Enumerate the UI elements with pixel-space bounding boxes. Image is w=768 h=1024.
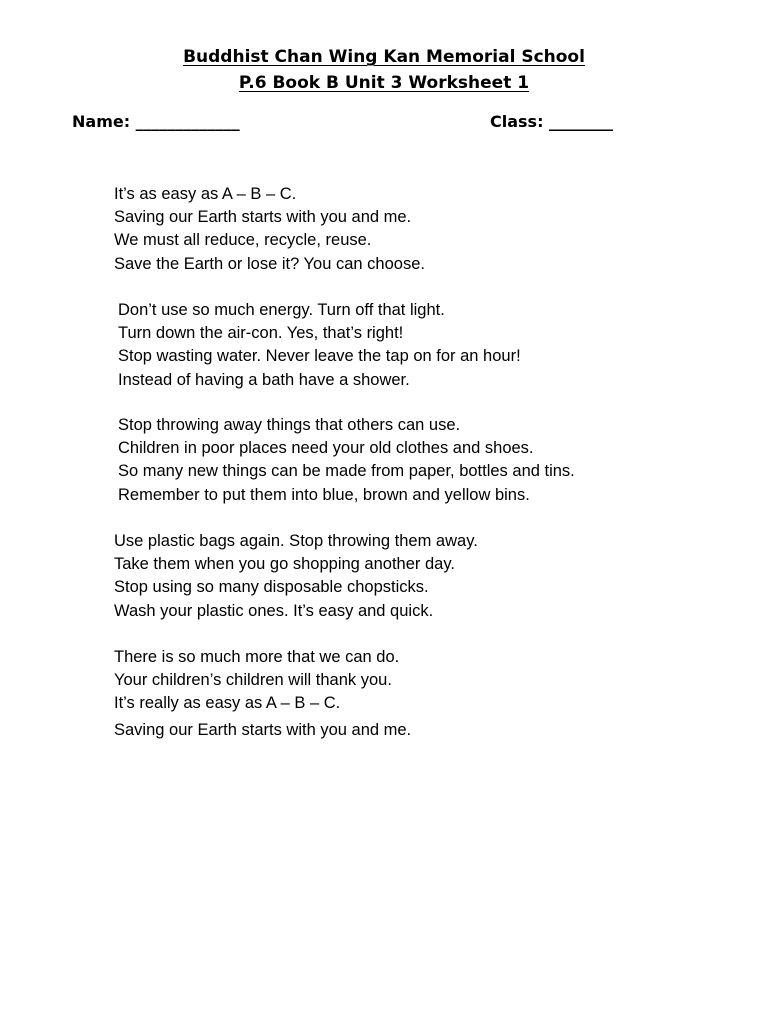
poem-line: Turn down the air-con. Yes, that’s right!	[118, 324, 404, 343]
poem-line: Wash your plastic ones. It’s easy and quick.	[114, 601, 434, 620]
poem-line: So many new things can be made from paper, bottles and tins.	[118, 462, 575, 481]
worksheet-title: P.6 Book B Unit 3 Worksheet 1	[238, 73, 530, 93]
poem-line: It’s as easy as A – B – C.	[114, 185, 297, 203]
poem-stanza-4	[114, 530, 478, 623]
poem-line: Stop throwing away things that others can use.	[118, 416, 461, 434]
poem-line: Saving our Earth starts with you and me.	[114, 208, 412, 227]
poem-line: Children in poor places need your old clothes and shoes.	[118, 439, 534, 458]
poem-stanza-2	[118, 299, 521, 392]
poem-stanza-5	[114, 646, 399, 716]
poem-line: We must all reduce, recycle, reuse.	[114, 231, 372, 250]
poem-stanza-3	[118, 414, 575, 507]
poem-line: Remember to put them into blue, brown and yellow bins.	[118, 485, 530, 504]
class-field[interactable]: Class: ________	[490, 112, 614, 131]
poem-line: Save the Earth or lose it? You can choose.	[114, 254, 425, 273]
poem-line: Instead of having a bath have a shower.	[118, 370, 410, 389]
poem-line: Stop wasting water. Never leave the tap on for an hour!	[118, 347, 521, 366]
poem-line: It’s really as easy as A – B – C.	[114, 694, 341, 713]
school-title: Buddhist Chan Wing Kan Memorial School	[183, 47, 585, 67]
poem-stanza-1	[114, 183, 425, 276]
poem-line: Saving our Earth starts with you and me.	[114, 721, 412, 739]
poem-line: Stop using so many disposable chopsticks.	[114, 578, 429, 597]
poem-line: Use plastic bags again. Stop throwing them away.	[114, 532, 478, 550]
poem-line: Take them when you go shopping another day.	[114, 555, 455, 574]
document-header	[0, 44, 768, 96]
poem-final-line	[114, 719, 411, 742]
poem-line: Don’t use so much energy. Turn off that light.	[118, 301, 445, 319]
poem-line: Your children’s children will thank you.	[114, 671, 392, 690]
poem-line: There is so much more that we can do.	[114, 648, 400, 666]
name-field[interactable]: Name: _____________	[72, 112, 240, 131]
